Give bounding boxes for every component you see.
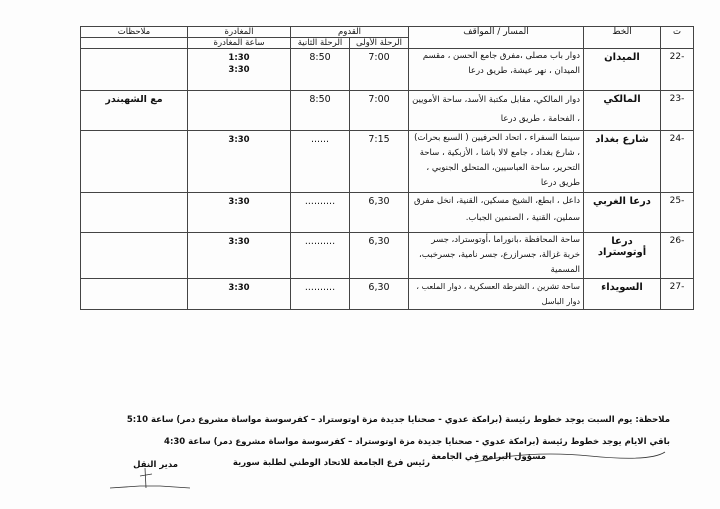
row-num: -22 [661, 49, 694, 91]
row-second-trip: .......... [291, 279, 350, 310]
header-route: المسار / المواقف [409, 27, 584, 49]
header-notes: ملاحظات [81, 27, 188, 38]
row-note [81, 193, 188, 233]
row-line: الميدان [584, 49, 661, 91]
row-second-trip: 8:50 [291, 49, 350, 91]
row-num: -24 [661, 131, 694, 193]
table-row [81, 49, 694, 91]
row-note [81, 131, 188, 193]
row-second-trip: ...... [291, 131, 350, 193]
header-line: الخط [584, 27, 661, 49]
schedule-table [80, 26, 694, 310]
header-arrival: القدوم [291, 27, 409, 38]
header-second-trip: الرحلة الثانية [291, 38, 350, 49]
table-row [81, 233, 694, 279]
row-route: دوار باب مصلى ،مفرق جامع الحسن ، مقسم الميدان ، نهر عيشة، طريق درعا [409, 49, 584, 91]
table-header-row [81, 27, 694, 38]
signature-programs: مسؤول البرامج في الجامعة [431, 452, 546, 462]
table-row [81, 279, 694, 310]
row-first-trip: 6,30 [350, 193, 409, 233]
row-num: -27 [661, 279, 694, 310]
row-departure: 3:30 [188, 131, 291, 193]
header-num: ت [661, 27, 694, 49]
row-first-trip: 7:15 [350, 131, 409, 193]
row-route: دوار المالكي، مقابل مكتبة الأسد، ساحة الأمويين ، الفحامة ، طريق درعا [409, 91, 584, 131]
row-departure: 1:30 3:30 [188, 49, 291, 91]
row-note [81, 279, 188, 310]
row-route: داعل ، ابطع، الشيخ مسكين، القنية، انخل مفرق سملين، القنية ، الصنمين الجباب. [409, 193, 584, 233]
note-saturday: ملاحظة: يوم السبت يوجد خطوط رئيسة (برامكة عدوي - صحنايا جديدة مزة اوتوستراد – كفرسوسة مواساة مشروع دمر) ساعة 5:10 [126, 415, 670, 425]
row-route: سينما السفراء ، اتحاد الحرفيين ( السبع بحرات) ، شارع بغداد ، جامع لالا باشا ، الأزبكية ، ساحة التحرير، ساحة العباسيين، المتحلق الجنوبي ، طريق درعا [409, 131, 584, 193]
row-departure: 3:30 [188, 233, 291, 279]
row-second-trip: 8:50 [291, 91, 350, 131]
row-num: -25 [661, 193, 694, 233]
row-departure: 3:30 [188, 193, 291, 233]
row-second-trip: .......... [291, 233, 350, 279]
row-first-trip: 6,30 [350, 233, 409, 279]
table-row [81, 91, 694, 131]
row-note: مع الشهبندر [81, 91, 188, 131]
handwritten-signature-icon [470, 446, 670, 466]
header-departure-time: ساعة المغادرة [188, 38, 291, 49]
table-row [81, 193, 694, 233]
header-departure: المغادرة [188, 27, 291, 38]
row-note [81, 233, 188, 279]
row-num: -26 [661, 233, 694, 279]
header-notes-sub [81, 38, 188, 49]
row-route: ساحة تشرين ، الشرطة العسكرية ، دوار الملعب ، دوار الباسل [409, 279, 584, 310]
table-row [81, 131, 694, 193]
handwritten-signature-icon [100, 466, 200, 494]
row-line: السويداء [584, 279, 661, 310]
signature-president: رئيس فرع الجامعة للاتحاد الوطني لطلبة سورية [232, 458, 430, 468]
row-second-trip: .......... [291, 193, 350, 233]
row-line: درعا الغربي [584, 193, 661, 233]
row-num: -23 [661, 91, 694, 131]
row-first-trip: 7:00 [350, 49, 409, 91]
row-first-trip: 7:00 [350, 91, 409, 131]
row-route: ساحة المحافظة ،بانوراما ،أوتوستراد، جسر خربة غزالة، جسرازرع، جسر نامية، جسرخبب، المسمية [409, 233, 584, 279]
header-first-trip: الرحلة الأولى [350, 38, 409, 49]
row-first-trip: 6,30 [350, 279, 409, 310]
row-line: شارع بغداد [584, 131, 661, 193]
row-line: درعا أوتوستراد [584, 233, 661, 279]
row-line: المالكي [584, 91, 661, 131]
signature-transport: مدير النقل [133, 460, 178, 470]
note-other-days: باقي الايام يوجد خطوط رئيسة (برامكة عدوي - صحنايا جديدة مزة اوتوستراد – كفرسوسة مواساة مشروع دمر) ساعة 4:30 [164, 437, 670, 447]
row-departure [188, 91, 291, 131]
row-departure: 3:30 [188, 279, 291, 310]
row-note [81, 49, 188, 91]
